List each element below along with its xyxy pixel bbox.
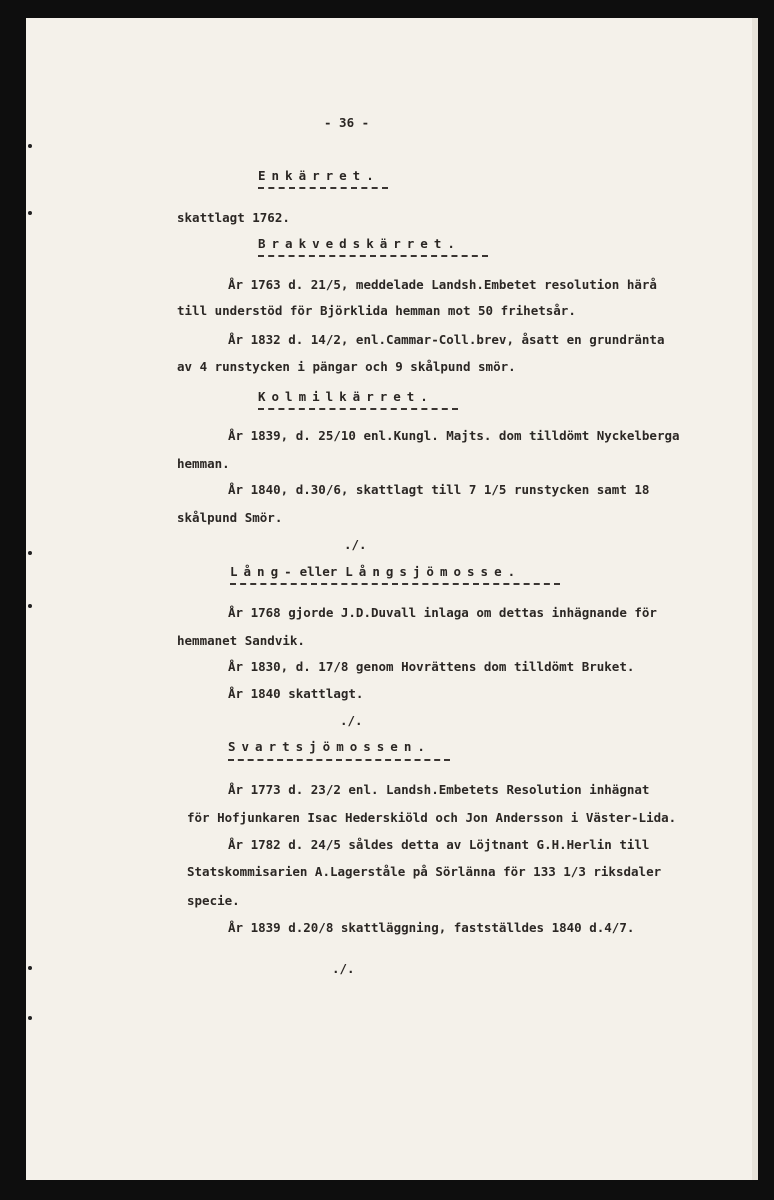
text-line: År 1840 skattlagt.: [228, 686, 364, 701]
text-line: för Hofjunkaren Isac Hederskiöld och Jon Andersson i Väster-Lida.: [187, 810, 677, 825]
punch-hole: [28, 966, 32, 970]
text-line: specie.: [187, 893, 240, 908]
punch-hole: [28, 1016, 32, 1020]
section-heading-brakvedskarret: Brakvedskärret.: [258, 236, 461, 251]
heading-underline: [230, 583, 560, 585]
heading-underline: [258, 187, 388, 189]
punch-hole: [28, 551, 32, 555]
section-heading-svartsjomossen: Svartsjömossen.: [228, 739, 431, 754]
section-separator: ./.: [344, 537, 367, 552]
section-heading-langsjomosse: [230, 565, 521, 579]
heading-part: eller: [299, 564, 338, 579]
punch-hole: [28, 144, 32, 148]
heading-part: Lång-: [230, 564, 298, 579]
text-line: År 1830, d. 17/8 genom Hovrättens dom tilldömt Bruket.: [228, 659, 635, 674]
text-line: skålpund Smör.: [177, 510, 283, 525]
heading-underline: [228, 759, 450, 761]
text-line: År 1773 d. 23/2 enl. Landsh.Embetets Resolution inhägnat: [228, 782, 650, 797]
text-line: År 1832 d. 14/2, enl.Cammar-Coll.brev, åsatt en grundränta: [228, 332, 665, 347]
heading-underline: [258, 408, 458, 410]
text-line: År 1839, d. 25/10 enl.Kungl. Majts. dom tilldömt Nyckelberga: [228, 428, 680, 443]
text-line: Statskommisarien A.Lagerståle på Sörlänna för 133 1/3 riksdaler: [187, 864, 662, 879]
text-line: År 1768 gjorde J.D.Duvall inlaga om dettas inhägnande för: [228, 605, 657, 620]
punch-hole: [28, 604, 32, 608]
section-heading-enkarret: Enkärret.: [258, 168, 380, 183]
punch-hole: [28, 211, 32, 215]
text-line: hemmanet Sandvik.: [177, 633, 305, 648]
page-edge: [752, 18, 758, 1180]
document-page: [26, 18, 752, 1180]
section-separator: ./.: [332, 961, 355, 976]
text-line: till understöd för Björklida hemman mot 50 frihetsår.: [177, 303, 576, 318]
section-separator: ./.: [340, 713, 363, 728]
text-line: hemman.: [177, 456, 230, 471]
text-line: År 1839 d.20/8 skattläggning, fastställdes 1840 d.4/7.: [228, 920, 635, 935]
page-number: - 36 -: [324, 115, 370, 130]
text-line: År 1763 d. 21/5, meddelade Landsh.Embetet resolution härå: [228, 277, 657, 292]
section-heading-kolmilkarret: Kolmilkärret.: [258, 389, 434, 404]
heading-part: Långsjömosse.: [345, 564, 522, 579]
text-line: av 4 runstycken i pängar och 9 skålpund smör.: [177, 359, 516, 374]
text-line: År 1782 d. 24/5 såldes detta av Löjtnant G.H.Herlin till: [228, 837, 650, 852]
heading-underline: [258, 255, 488, 257]
text-line: År 1840, d.30/6, skattlagt till 7 1/5 runstycken samt 18: [228, 482, 650, 497]
text-line: skattlagt 1762.: [177, 210, 290, 225]
